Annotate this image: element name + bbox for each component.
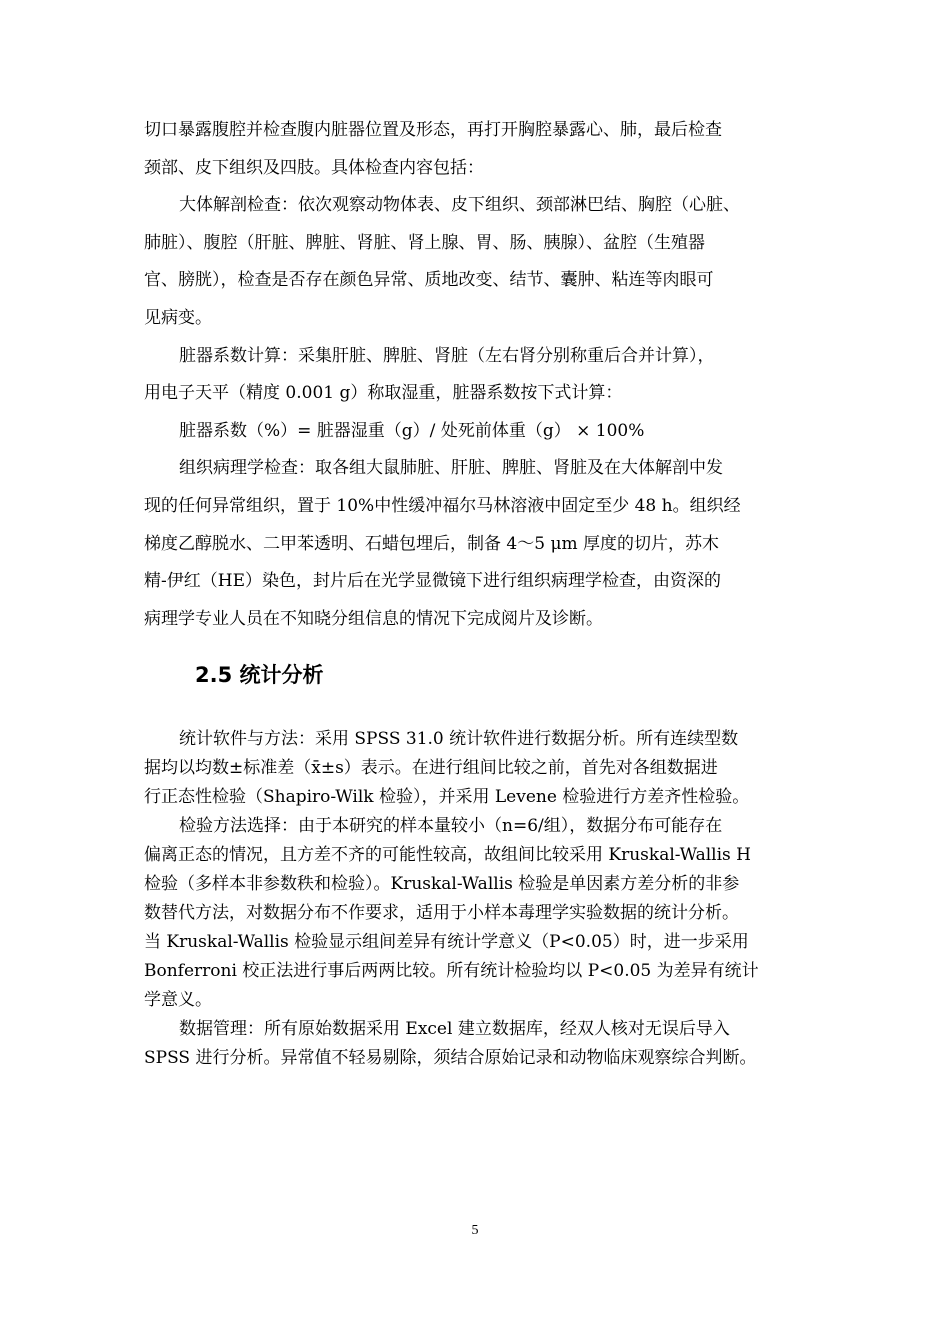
page-number: 5	[471, 1223, 479, 1238]
paragraph-line: 梯度乙醇脱水、二甲苯透明、石蜡包埋后，制备 4～5 μm 厚度的切片，苏木	[144, 533, 720, 554]
paragraph-line: 颈部、皮下组织及四肢。具体检查内容包括：	[144, 157, 484, 178]
methods-text-block	[144, 112, 824, 638]
paragraph-line: 行正态性检验（Shapiro-Wilk 检验），并采用 Levene 检验进行方差齐性检验。	[144, 787, 750, 807]
paragraph-line: 偏离正态的情况，且方差不齐的可能性较高，故组间比较采用 Kruskal-Wallis H	[144, 845, 751, 865]
paragraph-line: 肺脏）、腹腔（肝脏、脾脏、肾脏、肾上腺、胃、肠、胰腺）、盆腔（生殖器	[144, 232, 705, 253]
paragraph-line: 统计软件与方法：采用 SPSS 31.0 统计软件进行数据分析。所有连续型数	[179, 729, 739, 749]
paragraph-line: 检验（多样本非参数秩和检验）。Kruskal-Wallis 检验是单因素方差分析的非参	[144, 874, 740, 894]
paragraph-line: 精-伊红（HE）染色，封片后在光学显微镜下进行组织病理学检查，由资深的	[144, 571, 721, 592]
paragraph-line: 现的任何异常组织，置于 10%中性缓冲福尔马林溶液中固定至少 48 h。组织经	[144, 495, 741, 516]
paragraph-line: 用电子天平（精度 0.001 g）称取湿重，脏器系数按下式计算：	[144, 383, 623, 404]
paragraph-line: 学意义。	[144, 990, 212, 1010]
paragraph-line: Bonferroni 校正法进行事后两两比较。所有统计检验均以 P<0.05 为差异有统计	[144, 961, 759, 981]
paragraph-line: 数据管理：所有原始数据采用 Excel 建立数据库，经双人核对无误后导入	[179, 1019, 730, 1039]
paragraph-line: 官、膀胱），检查是否存在颜色异常、质地改变、结节、囊肿、粘连等肉眼可	[144, 270, 714, 291]
paragraph-line: 病理学专业人员在不知晓分组信息的情况下完成阅片及诊断。	[144, 608, 603, 629]
section-heading: 2.5 统计分析	[195, 663, 324, 687]
formula-line: 脏器系数（%）= 脏器湿重（g）/ 处死前体重（g） × 100%	[179, 420, 645, 441]
paragraph-line: SPSS 进行分析。异常值不轻易剔除，须结合原始记录和动物临床观察综合判断。	[144, 1048, 757, 1068]
paragraph-line: 据均以均数±标准差（x̄±s）表示。在进行组间比较之前，首先对各组数据进	[144, 758, 718, 778]
paragraph-line: 数替代方法，对数据分布不作要求，适用于小样本毒理学实验数据的统计分析。	[144, 903, 739, 923]
paragraph-line: 组织病理学检查：取各组大鼠肺脏、肝脏、脾脏、肾脏及在大体解剖中发	[179, 458, 723, 479]
statistics-text-block	[144, 725, 824, 1073]
paragraph-line: 大体解剖检查：依次观察动物体表、皮下组织、颈部淋巴结、胸腔（心脏、	[179, 195, 740, 216]
paragraph-line: 当 Kruskal-Wallis 检验显示组间差异有统计学意义（P<0.05）时，进一步采用	[144, 932, 749, 952]
paragraph-line: 检验方法选择：由于本研究的样本量较小（n=6/组），数据分布可能存在	[179, 816, 723, 836]
paragraph-line: 脏器系数计算：采集肝脏、脾脏、肾脏（左右肾分别称重后合并计算），	[179, 345, 715, 366]
paragraph-line: 见病变。	[144, 307, 212, 328]
paragraph-line: 切口暴露腹腔并检查腹内脏器位置及形态，再打开胸腔暴露心、肺，最后检查	[144, 120, 722, 140]
